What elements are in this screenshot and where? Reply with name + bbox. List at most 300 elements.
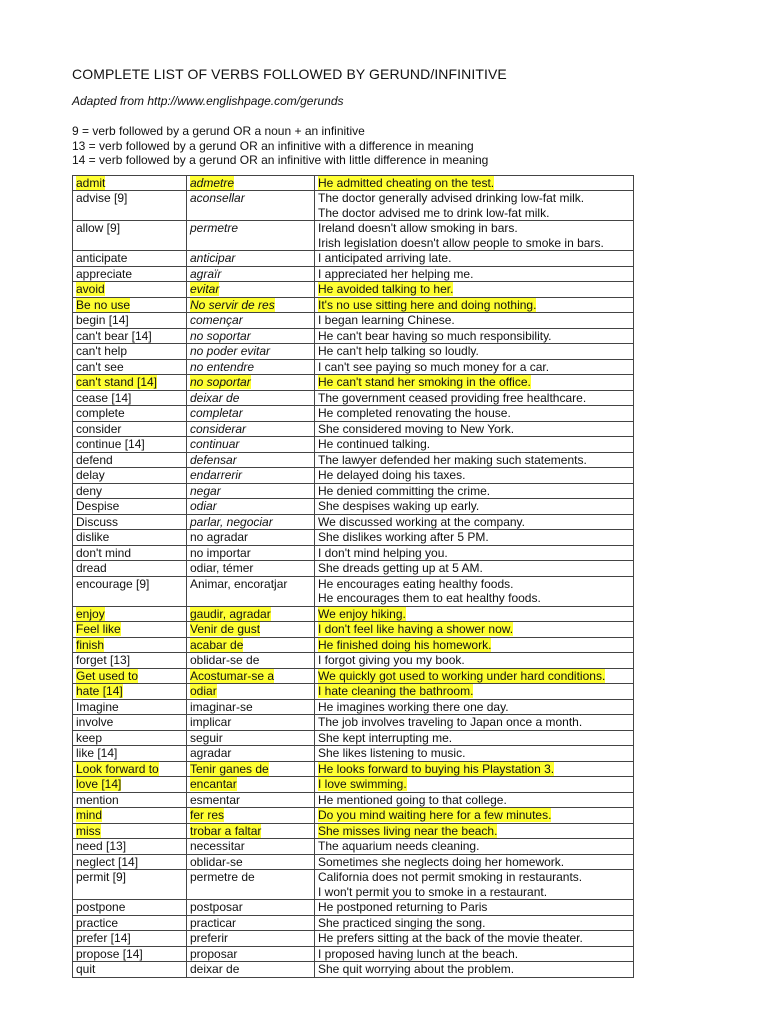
verb-cell <box>73 421 187 437</box>
example-cell <box>315 637 634 653</box>
cell-text: implicar <box>190 715 232 729</box>
translation-cell <box>187 530 315 546</box>
example-line <box>318 684 630 699</box>
example-line <box>318 731 630 746</box>
cell-text: I began learning Chinese. <box>318 313 455 327</box>
example-line <box>318 947 630 962</box>
cell-text: He postponed returning to Paris <box>318 900 488 914</box>
example-line <box>318 298 630 313</box>
cell-text: admit <box>76 175 106 190</box>
cell-text: need [13] <box>76 839 127 853</box>
translation-cell <box>187 823 315 839</box>
example-line <box>318 437 630 452</box>
cell-text: can't bear [14] <box>76 328 152 343</box>
cell-text: postpone <box>76 900 126 914</box>
cell-text: no soportar <box>190 328 251 343</box>
cell-text: Discuss <box>76 514 119 529</box>
legend-item: 13 = verb followed by a gerund OR an infinitive with a difference in meaning <box>72 138 474 153</box>
cell-text: She dreads getting up at 5 AM. <box>318 561 483 575</box>
example-cell <box>315 328 634 344</box>
table-row <box>73 561 634 577</box>
translation-cell <box>187 915 315 931</box>
translation-cell <box>187 730 315 746</box>
cell-text: can't stand [14] <box>76 375 158 389</box>
cell-text: admetre <box>190 175 235 190</box>
table-row <box>73 946 634 962</box>
table-row <box>73 251 634 267</box>
cell-text: Ireland doesn't allow smoking in bars. <box>318 221 518 235</box>
cell-text: complete <box>76 406 125 420</box>
verb-cell <box>73 715 187 731</box>
translation-cell <box>187 191 315 221</box>
table-row <box>73 221 634 251</box>
translation-cell <box>187 606 315 622</box>
example-cell <box>315 437 634 453</box>
translation-cell <box>187 792 315 808</box>
verb-cell <box>73 437 187 453</box>
translation-cell <box>187 452 315 468</box>
example-line <box>318 669 630 684</box>
verb-table-body <box>73 175 634 977</box>
translation-cell <box>187 390 315 406</box>
cell-text: I appreciated her helping me. <box>318 266 474 281</box>
table-row <box>73 637 634 653</box>
table-row <box>73 931 634 947</box>
table-row <box>73 175 634 191</box>
verb-cell <box>73 452 187 468</box>
cell-text: don't mind <box>76 545 131 560</box>
example-cell <box>315 576 634 606</box>
example-cell <box>315 761 634 777</box>
legend-item: 14 = verb followed by a gerund OR an infinitive with little difference in meaning <box>72 153 489 167</box>
example-cell <box>315 530 634 546</box>
example-cell <box>315 406 634 422</box>
example-cell <box>315 452 634 468</box>
cell-text: Get used to <box>76 668 139 683</box>
example-line <box>318 715 630 730</box>
example-cell <box>315 545 634 561</box>
cell-text: He prefers sitting at the back of the movie theater. <box>318 931 583 945</box>
cell-text: agradar <box>190 746 232 760</box>
translation-cell <box>187 499 315 515</box>
table-row <box>73 545 634 561</box>
cell-text: neglect [14] <box>76 854 139 869</box>
verb-cell <box>73 251 187 267</box>
verb-cell <box>73 839 187 855</box>
cell-text: delay <box>76 468 105 482</box>
cell-text: forget [13] <box>76 653 131 667</box>
table-row <box>73 668 634 684</box>
example-cell <box>315 962 634 978</box>
example-line <box>318 855 630 870</box>
page-title: COMPLETE LIST OF VERBS FOLLOWED BY GERUND/INFINITIVE <box>72 66 507 82</box>
table-row <box>73 777 634 793</box>
cell-text: Acostumar-se a <box>190 668 275 683</box>
example-line <box>318 653 630 668</box>
cell-text: imaginar-se <box>190 699 253 714</box>
cell-text: He can't bear having so much responsibility. <box>318 328 552 343</box>
translation-cell <box>187 870 315 900</box>
table-row <box>73 375 634 391</box>
example-line <box>318 329 630 344</box>
verb-cell <box>73 699 187 715</box>
verb-cell <box>73 684 187 700</box>
cell-text: odiar <box>190 684 217 698</box>
cell-text: practice <box>76 915 119 930</box>
cell-text: love [14] <box>76 777 122 791</box>
cell-text: esmentar <box>190 792 241 807</box>
translation-cell <box>187 854 315 870</box>
verb-cell <box>73 530 187 546</box>
cell-text: He encourages eating healthy foods. <box>318 576 514 591</box>
verb-cell <box>73 637 187 653</box>
cell-text: The doctor generally advised drinking low-fat milk. <box>318 191 585 205</box>
example-line <box>318 251 630 266</box>
cell-text: odiar <box>190 499 217 513</box>
table-row <box>73 390 634 406</box>
legend-item: 9 = verb followed by a gerund OR a noun + an infinitive <box>72 124 365 138</box>
cell-text: I won't permit you to smoke in a restaurant. <box>318 884 548 899</box>
table-row <box>73 359 634 375</box>
cell-text: like [14] <box>76 746 118 760</box>
example-cell <box>315 297 634 313</box>
example-cell <box>315 915 634 931</box>
table-row <box>73 730 634 746</box>
cell-text: anticipar <box>190 251 236 265</box>
cell-text: I anticipated arriving late. <box>318 251 452 265</box>
cell-text: encantar <box>190 777 237 791</box>
table-row <box>73 483 634 499</box>
cell-text: The government ceased providing free healthcare. <box>318 390 587 405</box>
cell-text: California does not permit smoking in restaurants. <box>318 870 583 884</box>
example-line <box>318 762 630 777</box>
example-cell <box>315 931 634 947</box>
table-row <box>73 328 634 344</box>
example-cell <box>315 191 634 221</box>
cell-text: anticipate <box>76 251 128 265</box>
example-line <box>318 793 630 808</box>
cell-text: dread <box>76 561 107 575</box>
cell-text: endarrerir <box>190 468 243 482</box>
translation-cell <box>187 483 315 499</box>
verb-table <box>72 175 634 978</box>
table-row <box>73 421 634 437</box>
translation-cell <box>187 297 315 313</box>
translation-cell <box>187 406 315 422</box>
cell-text: cease [14] <box>76 390 132 405</box>
cell-text: proposar <box>190 946 238 961</box>
example-line <box>318 360 630 375</box>
cell-text: continue [14] <box>76 437 145 451</box>
verb-cell <box>73 375 187 391</box>
verb-cell <box>73 808 187 824</box>
table-row <box>73 468 634 484</box>
example-cell <box>315 282 634 298</box>
translation-cell <box>187 328 315 344</box>
translation-cell <box>187 266 315 282</box>
cell-text: I forgot giving you my book. <box>318 653 465 667</box>
cell-text: Animar, encoratjar <box>190 576 288 591</box>
table-row <box>73 514 634 530</box>
cell-text: keep <box>76 730 103 745</box>
cell-text: Look forward to <box>76 761 159 776</box>
example-cell <box>315 344 634 360</box>
example-cell <box>315 514 634 530</box>
verb-cell <box>73 328 187 344</box>
cell-text: consider <box>76 421 122 436</box>
verb-cell <box>73 946 187 962</box>
example-cell <box>315 946 634 962</box>
table-row <box>73 715 634 731</box>
example-cell <box>315 823 634 839</box>
example-cell <box>315 792 634 808</box>
cell-text: He imagines working there one day. <box>318 699 509 714</box>
example-cell <box>315 468 634 484</box>
cell-text: oblidar-se <box>190 854 243 869</box>
cell-text: mention <box>76 792 119 807</box>
example-cell <box>315 622 634 638</box>
cell-text: Venir de gust <box>190 622 261 636</box>
example-line <box>318 962 630 977</box>
translation-cell <box>187 359 315 375</box>
cell-text: It's no use sitting here and doing nothing. <box>318 297 537 312</box>
verb-cell <box>73 282 187 298</box>
cell-text: oblidar-se de <box>190 653 260 667</box>
cell-text: seguir <box>190 730 223 745</box>
verb-cell <box>73 606 187 622</box>
cell-text: mind <box>76 808 103 822</box>
table-row <box>73 808 634 824</box>
cell-text: evitar <box>190 282 220 296</box>
cell-text: She practiced singing the song. <box>318 915 486 930</box>
translation-cell <box>187 561 315 577</box>
cell-text: We quickly got used to working under hard conditions. <box>318 668 606 683</box>
example-cell <box>315 359 634 375</box>
cell-text: We enjoy hiking. <box>318 606 406 621</box>
example-line <box>318 221 630 236</box>
table-row <box>73 266 634 282</box>
verb-cell <box>73 359 187 375</box>
cell-text: Imagine <box>76 699 119 714</box>
translation-cell <box>187 576 315 606</box>
cell-text: I don't feel like having a shower now. <box>318 622 514 636</box>
cell-text: She considered moving to New York. <box>318 421 515 436</box>
cell-text: finish <box>76 637 105 652</box>
cell-text: defensar <box>190 452 237 467</box>
example-cell <box>315 870 634 900</box>
table-row <box>73 870 634 900</box>
example-line <box>318 900 630 915</box>
cell-text: deny <box>76 483 103 498</box>
example-cell <box>315 175 634 191</box>
example-cell <box>315 266 634 282</box>
translation-cell <box>187 637 315 653</box>
cell-text: aconsellar <box>190 191 245 205</box>
example-line <box>318 453 630 468</box>
example-line <box>318 422 630 437</box>
verb-cell <box>73 915 187 931</box>
example-line <box>318 916 630 931</box>
translation-cell <box>187 777 315 793</box>
cell-text: No servir de res <box>190 297 275 312</box>
verb-cell <box>73 730 187 746</box>
verb-cell <box>73 854 187 870</box>
example-line <box>318 499 630 514</box>
table-row <box>73 746 634 762</box>
example-line <box>318 870 630 885</box>
cell-text: can't help <box>76 344 127 358</box>
cell-text: odiar, témer <box>190 561 254 575</box>
table-row <box>73 792 634 808</box>
table-row <box>73 900 634 916</box>
cell-text: begin [14] <box>76 313 129 327</box>
cell-text: gaudir, agradar <box>190 606 271 621</box>
translation-cell <box>187 375 315 391</box>
cell-text: I proposed having lunch at the beach. <box>318 946 519 961</box>
table-row <box>73 406 634 422</box>
cell-text: continuar <box>190 437 240 451</box>
table-row <box>73 191 634 221</box>
verb-cell <box>73 344 187 360</box>
cell-text: enjoy <box>76 606 105 621</box>
translation-cell <box>187 421 315 437</box>
verb-cell <box>73 962 187 978</box>
verb-cell <box>73 576 187 606</box>
example-line <box>318 885 630 900</box>
table-row <box>73 313 634 329</box>
example-cell <box>315 777 634 793</box>
cell-text: fer res <box>190 808 225 822</box>
example-line <box>318 515 630 530</box>
verb-cell <box>73 622 187 638</box>
cell-text: The aquarium needs cleaning. <box>318 839 480 853</box>
table-row <box>73 576 634 606</box>
legend <box>72 124 632 168</box>
example-line <box>318 839 630 854</box>
example-line <box>318 191 630 206</box>
verb-cell <box>73 653 187 669</box>
example-line <box>318 391 630 406</box>
verb-cell <box>73 900 187 916</box>
example-cell <box>315 900 634 916</box>
table-row <box>73 854 634 870</box>
cell-text: dislike <box>76 530 110 544</box>
example-line <box>318 700 630 715</box>
cell-text: She misses living near the beach. <box>318 823 498 838</box>
translation-cell <box>187 344 315 360</box>
verb-cell <box>73 792 187 808</box>
translation-cell <box>187 668 315 684</box>
verb-cell <box>73 777 187 793</box>
cell-text: I can't see paying so much money for a car. <box>318 359 550 374</box>
cell-text: propose [14] <box>76 946 143 961</box>
translation-cell <box>187 931 315 947</box>
example-line <box>318 931 630 946</box>
table-row <box>73 839 634 855</box>
table-row <box>73 915 634 931</box>
cell-text: She dislikes working after 5 PM. <box>318 530 489 544</box>
cell-text: postposar <box>190 900 243 914</box>
cell-text: avoid <box>76 282 105 296</box>
example-line <box>318 824 630 839</box>
table-row <box>73 530 634 546</box>
translation-cell <box>187 468 315 484</box>
verb-cell <box>73 297 187 313</box>
cell-text: She quit worrying about the problem. <box>318 962 515 976</box>
example-line <box>318 468 630 483</box>
cell-text: no soportar <box>190 375 251 389</box>
example-line <box>318 267 630 282</box>
example-line <box>318 777 630 792</box>
example-cell <box>315 684 634 700</box>
example-line <box>318 591 630 606</box>
verb-cell <box>73 175 187 191</box>
table-row <box>73 653 634 669</box>
cell-text: He encourages them to eat healthy foods. <box>318 591 541 605</box>
example-line <box>318 530 630 545</box>
cell-text: She likes listening to music. <box>318 746 466 760</box>
cell-text: defend <box>76 452 113 467</box>
verb-cell <box>73 390 187 406</box>
example-line <box>318 808 630 823</box>
cell-text: quit <box>76 962 96 976</box>
cell-text: Despise <box>76 499 120 513</box>
translation-cell <box>187 545 315 561</box>
cell-text: no importar <box>190 545 251 560</box>
cell-text: permetre de <box>190 870 255 884</box>
cell-text: allow [9] <box>76 221 121 235</box>
translation-cell <box>187 715 315 731</box>
example-line <box>318 406 630 421</box>
cell-text: He denied committing the crime. <box>318 483 491 498</box>
example-cell <box>315 730 634 746</box>
example-cell <box>315 421 634 437</box>
verb-cell <box>73 499 187 515</box>
translation-cell <box>187 221 315 251</box>
example-line <box>318 313 630 328</box>
verb-cell <box>73 668 187 684</box>
example-cell <box>315 375 634 391</box>
cell-text: trobar a faltar <box>190 823 262 838</box>
translation-cell <box>187 622 315 638</box>
example-line <box>318 282 630 297</box>
cell-text: agraïr <box>190 266 222 281</box>
source-note: Adapted from http://www.englishpage.com/gerunds <box>72 94 344 108</box>
cell-text: deixar de <box>190 962 240 976</box>
verb-cell <box>73 931 187 947</box>
example-cell <box>315 313 634 329</box>
example-cell <box>315 854 634 870</box>
cell-text: no entendre <box>190 359 255 374</box>
cell-text: Tenir ganes de <box>190 761 269 776</box>
table-row <box>73 282 634 298</box>
table-row <box>73 699 634 715</box>
table-row <box>73 962 634 978</box>
verb-cell <box>73 823 187 839</box>
table-row <box>73 452 634 468</box>
cell-text: I don't mind helping you. <box>318 545 448 560</box>
cell-text: Feel like <box>76 622 121 636</box>
translation-cell <box>187 746 315 762</box>
cell-text: The doctor advised me to drink low-fat milk. <box>318 205 550 220</box>
table-row <box>73 823 634 839</box>
example-line <box>318 176 630 191</box>
cell-text: can't see <box>76 359 124 374</box>
cell-text: necessitar <box>190 839 245 853</box>
translation-cell <box>187 437 315 453</box>
example-cell <box>315 251 634 267</box>
table-row <box>73 761 634 777</box>
